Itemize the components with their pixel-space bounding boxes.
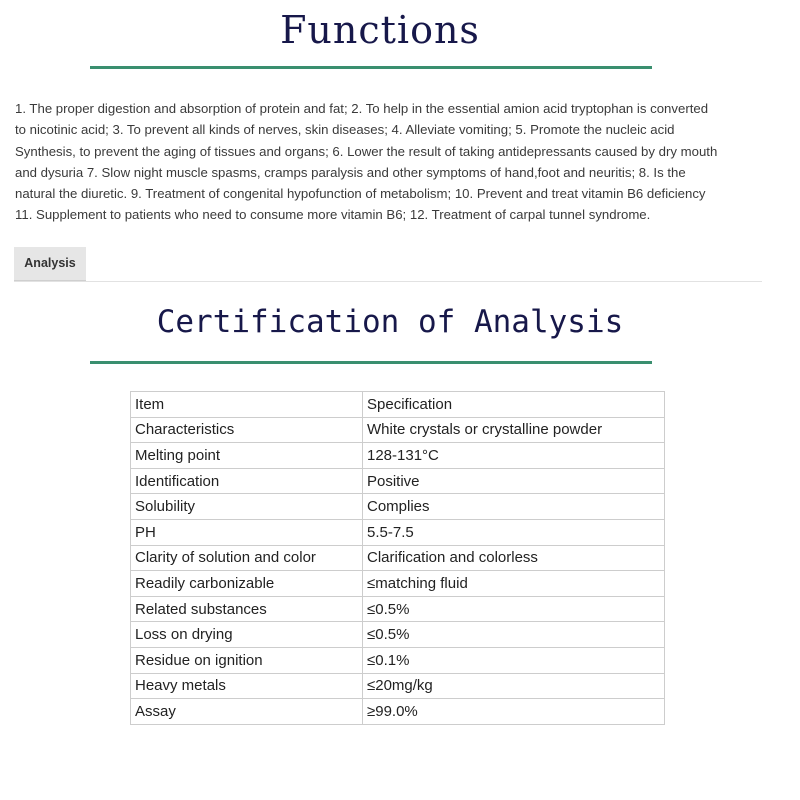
- analysis-heading: Certification of Analysis: [156, 304, 624, 340]
- table-row: [131, 494, 665, 520]
- item-cell: Assay: [131, 699, 363, 725]
- functions-description: [15, 98, 763, 226]
- table-row: [131, 545, 665, 571]
- item-cell: Identification: [131, 468, 363, 494]
- table-row: [131, 699, 665, 725]
- item-cell: Residue on ignition: [131, 647, 363, 673]
- specification-cell: Specification: [363, 392, 665, 418]
- functions-line: natural the diuretic. 9. Treatment of congenital hypofunction of metabolism; 10. Prevent and treat vitamin B6 deficiency: [15, 186, 706, 202]
- item-cell: Related substances: [131, 596, 363, 622]
- table-row: [131, 673, 665, 699]
- analysis-table: [130, 391, 665, 725]
- specification-cell: ≤0.1%: [363, 647, 665, 673]
- table-row: [131, 468, 665, 494]
- functions-heading: Functions: [280, 8, 480, 52]
- specification-cell: 128-131°C: [363, 443, 665, 469]
- functions-divider: [90, 66, 652, 69]
- table-row: [131, 622, 665, 648]
- specification-cell: ≥99.0%: [363, 699, 665, 725]
- specification-cell: White crystals or crystalline powder: [363, 417, 665, 443]
- functions-line: Synthesis, to prevent the aging of tissues and organs; 6. Lower the result of taking antidepressants caused by dry mouth: [15, 143, 718, 159]
- item-cell: Clarity of solution and color: [131, 545, 363, 571]
- specification-cell: 5.5-7.5: [363, 519, 665, 545]
- item-cell: Heavy metals: [131, 673, 363, 699]
- specification-cell: Positive: [363, 468, 665, 494]
- tab-bar-divider: [14, 281, 762, 282]
- functions-line: and dysuria 7. Slow night muscle spasms, cramps paralysis and other symptoms of hand,foot and neuritis; 8. Is the: [15, 164, 686, 180]
- specification-cell: ≤20mg/kg: [363, 673, 665, 699]
- analysis-divider: [90, 361, 652, 364]
- table-row: [131, 417, 665, 443]
- table-row: [131, 519, 665, 545]
- functions-line: 11. Supplement to patients who need to consume more vitamin B6; 12. Treatment of carpal tunnel syndrome.: [15, 207, 651, 223]
- item-cell: Loss on drying: [131, 622, 363, 648]
- specification-cell: ≤matching fluid: [363, 571, 665, 597]
- specification-cell: ≤0.5%: [363, 622, 665, 648]
- item-cell: Characteristics: [131, 417, 363, 443]
- item-cell: Solubility: [131, 494, 363, 520]
- specification-cell: ≤0.5%: [363, 596, 665, 622]
- item-cell: PH: [131, 519, 363, 545]
- analysis-table-body: [131, 392, 665, 725]
- item-cell: Melting point: [131, 443, 363, 469]
- item-cell: Readily carbonizable: [131, 571, 363, 597]
- table-row: [131, 443, 665, 469]
- specification-cell: Complies: [363, 494, 665, 520]
- table-row: [131, 647, 665, 673]
- functions-line: to nicotinic acid; 3. To prevent all kinds of nerves, skin diseases; 4. Alleviate vomiting; 5. Promote the nucleic acid: [15, 122, 675, 138]
- functions-line: 1. The proper digestion and absorption of protein and fat; 2. To help in the essential amion acid tryptophan is converted: [15, 101, 709, 116]
- specification-cell: Clarification and colorless: [363, 545, 665, 571]
- table-header-row: [131, 392, 665, 418]
- item-cell: Item: [131, 392, 363, 418]
- tab-analysis[interactable]: Analysis: [14, 247, 86, 281]
- table-row: [131, 571, 665, 597]
- table-row: [131, 596, 665, 622]
